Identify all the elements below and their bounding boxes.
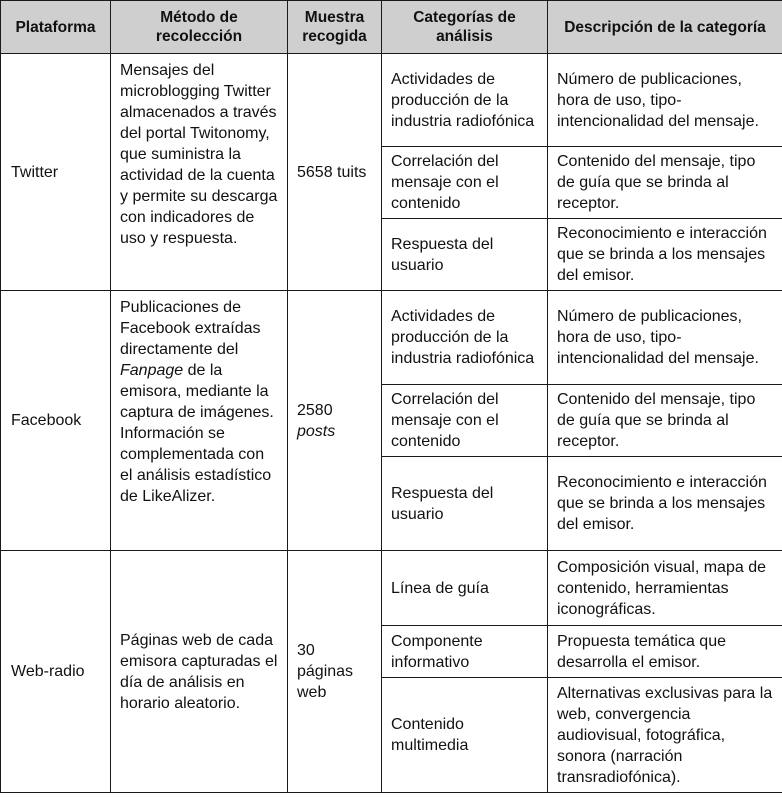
table-row — [1, 291, 782, 385]
table-row — [1, 551, 782, 626]
header-sample: Muestra recogida — [288, 1, 382, 54]
method-webradio: Páginas web de cada emisora capturadas el día de análisis en horario aleatorio. — [111, 551, 288, 793]
sample-facebook-b: posts — [297, 422, 336, 440]
category-cell: Línea de guía — [382, 551, 548, 626]
table-row — [1, 54, 782, 147]
header-row — [1, 1, 782, 54]
platform-webradio: Web-radio — [1, 551, 111, 793]
header-method: Método de recolección — [111, 1, 288, 54]
category-cell: Actividades de producción de la industria radiofónica — [382, 54, 548, 147]
header-platform: Plataforma — [1, 1, 111, 54]
header-description: Descripción de la categoría — [548, 1, 782, 54]
platform-facebook: Facebook — [1, 291, 111, 551]
category-cell: Respuesta del usuario — [382, 457, 548, 551]
description-cell: Composición visual, mapa de contenido, herramientas iconográficas. — [548, 551, 782, 626]
method-twitter: Mensajes del microblogging Twitter almacenados a través del portal Twitonomy, que suministra la actividad de la cuenta y permite su descarga con indicadores de uso y respuesta. — [111, 54, 288, 291]
sample-facebook — [288, 291, 382, 551]
method-facebook-b: Fanpage — [120, 362, 184, 379]
category-cell: Contenido multimedia — [382, 678, 548, 793]
sample-facebook-a: 2580 — [297, 401, 333, 419]
description-cell: Alternativas exclusivas para la web, convergencia audiovisual, fotográfica, sonora (narración transradiofónica). — [548, 678, 782, 793]
description-cell: Número de publicaciones, hora de uso, tipo-intencionalidad del mensaje. — [548, 291, 782, 385]
description-cell: Propuesta temática que desarrolla el emisor. — [548, 626, 782, 678]
header-categories: Categorías de análisis — [382, 1, 548, 54]
category-cell: Componente informativo — [382, 626, 548, 678]
sample-webradio: 30 páginas web — [288, 551, 382, 793]
method-facebook-c: de la emisora, mediante la captura de imágenes. Información se complementada con el análisis estadístico de LikeAlizer. — [120, 362, 274, 505]
description-cell: Contenido del mensaje, tipo de guía que se brinda al receptor. — [548, 385, 782, 457]
category-cell: Correlación del mensaje con el contenido — [382, 385, 548, 457]
platform-twitter: Twitter — [1, 54, 111, 291]
description-cell: Reconocimiento e interacción que se brinda a los mensajes del emisor. — [548, 457, 782, 551]
method-facebook-a: Publicaciones de Facebook extraídas directamente del — [120, 299, 261, 358]
category-cell: Respuesta del usuario — [382, 219, 548, 291]
description-cell: Número de publicaciones, hora de uso, tipo-intencionalidad del mensaje. — [548, 54, 782, 147]
sample-twitter: 5658 tuits — [288, 54, 382, 291]
description-cell: Reconocimiento e interacción que se brinda a los mensajes del emisor. — [548, 219, 782, 291]
category-cell: Actividades de producción de la industria radiofónica — [382, 291, 548, 385]
category-cell: Correlación del mensaje con el contenido — [382, 147, 548, 219]
method-facebook — [111, 291, 288, 551]
description-cell: Contenido del mensaje, tipo de guía que se brinda al receptor. — [548, 147, 782, 219]
